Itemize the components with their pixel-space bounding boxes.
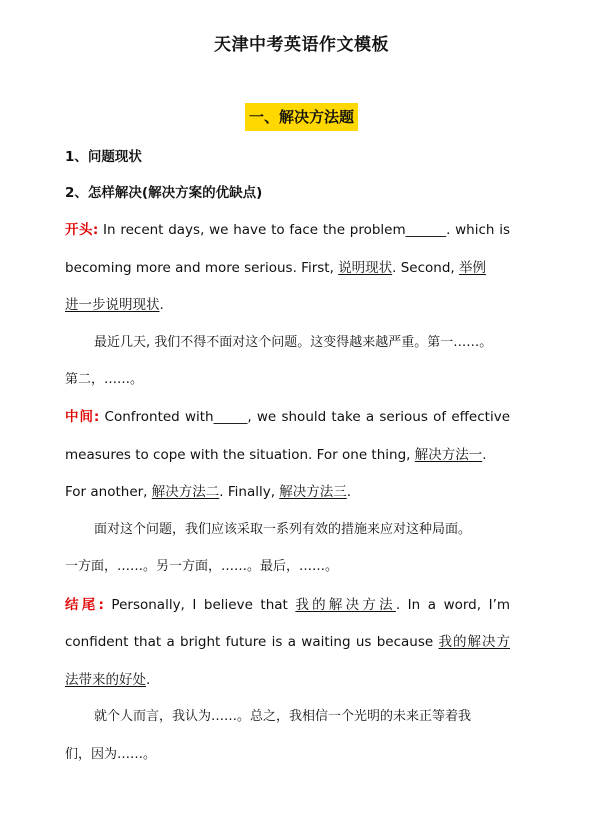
middle-text-3b: . Finally, [219, 484, 280, 500]
middle-label: 中间: [65, 409, 100, 425]
ending-text-3-end: . [146, 672, 151, 688]
middle-chinese-2: 一方面，……。另一方面，……。最后，……。 [65, 559, 339, 574]
ending-line-2 [65, 630, 510, 650]
middle-blank-method-3: 解决方法三 [279, 484, 347, 500]
opening-text-2b: . Second, [392, 260, 460, 276]
ending-text-2a: confident that a bright future is a waiting us because [65, 634, 439, 650]
opening-line-2 [65, 256, 525, 276]
middle-line-1 [65, 405, 510, 425]
item-how-to-solve: 2、怎样解决(解决方案的优缺点) [65, 185, 263, 201]
ending-blank-benefit-a: 我的解决方 [438, 634, 511, 650]
ending-chinese-2: 们，因为……。 [65, 747, 157, 762]
ending-blank-benefit-b: 法带来的好处 [65, 672, 146, 688]
ending-chinese-1: 就个人而言，我认为……。总之，我相信一个光明的未来正等着我 [94, 709, 472, 724]
opening-text-2a: becoming more and more serious. First, [65, 260, 339, 276]
middle-text-2-end: . [482, 447, 487, 463]
middle-chinese-1: 面对这个问题，我们应该采取一系列有效的措施来应对这种局面。 [94, 522, 472, 537]
ending-text-1a: Personally, I believe that [103, 597, 296, 613]
opening-text-1: In recent days, we have to face the problem______. which is [98, 222, 510, 238]
opening-text-3-end: . [159, 297, 164, 313]
ending-line-3 [65, 668, 525, 688]
opening-label: 开头: [65, 222, 99, 238]
middle-line-3 [65, 480, 525, 500]
middle-text-3a: For another, [65, 484, 152, 500]
opening-blank-example: 举例 [459, 260, 487, 276]
middle-line-2 [65, 443, 525, 463]
document-title: 天津中考英语作文模板 [214, 35, 389, 55]
middle-text-3-end: . [346, 484, 352, 500]
section-heading: 一、解决方法题 [245, 103, 358, 131]
opening-blank-status: 说明现状 [338, 260, 393, 276]
middle-text-2a: measures to cope with the situation. For one thing, [65, 447, 415, 463]
section-heading-wrap [0, 103, 603, 131]
middle-blank-method-1: 解决方法一 [414, 447, 483, 463]
opening-line-3 [65, 293, 525, 313]
opening-line-1 [65, 218, 510, 238]
item-problem-status: 1、问题现状 [65, 149, 142, 165]
opening-chinese-2: 第二，……。 [65, 372, 144, 387]
ending-text-1b: . In a word, I’m [395, 597, 511, 613]
middle-blank-method-2: 解决方法二 [151, 484, 220, 500]
middle-text-1: Confronted with_____, we should take a serious of effective [99, 409, 510, 425]
ending-line-1 [65, 593, 510, 613]
ending-label: 结尾: [65, 597, 104, 613]
ending-blank-solution: 我的解决方法 [295, 597, 396, 613]
opening-chinese-1: 最近几天, 我们不得不面对这个问题。这变得越来越严重。第一……。 [94, 335, 493, 350]
opening-blank-further: 进一步说明现状 [65, 297, 160, 313]
